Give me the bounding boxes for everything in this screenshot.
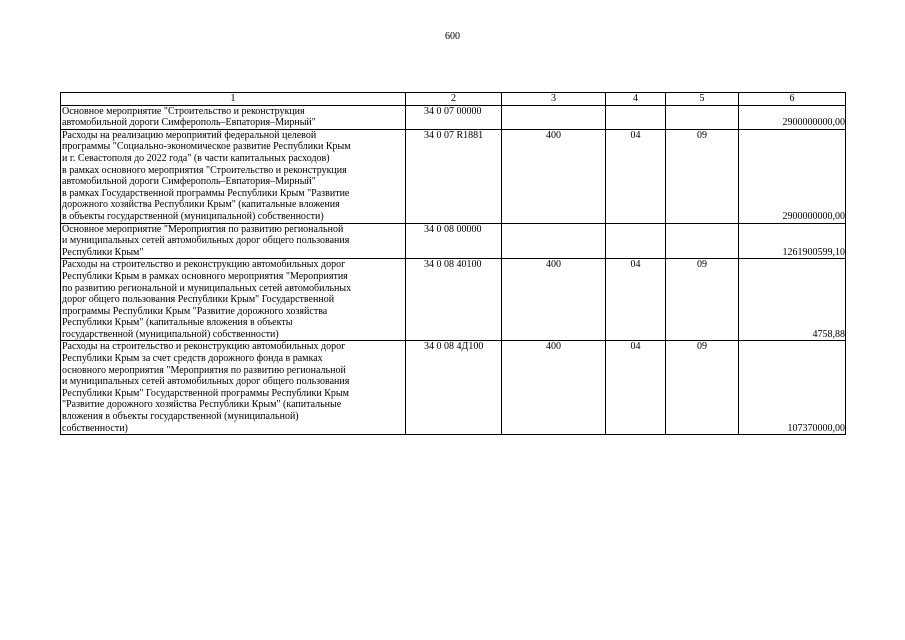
- description-line: основного мероприятия "Мероприятия по развитию региональной: [62, 364, 346, 376]
- row-expense-type: [502, 105, 606, 129]
- row-description: [61, 105, 406, 129]
- description-line: Республики Крым за счет средств дорожного фонда в рамках: [62, 353, 323, 365]
- row-amount: 2900000000,00: [739, 129, 846, 223]
- description-line: в объекты государственной (муниципальной) собственности): [62, 210, 324, 222]
- description-line: Расходы на строительство и реконструкцию автомобильных дорог: [62, 259, 346, 271]
- description-line: Основное мероприятие "Строительство и реконструкция: [62, 105, 305, 117]
- description-line: Республики Крым в рамках основного мероприятия "Мероприятия: [62, 270, 348, 282]
- header-cell-5: 5: [666, 93, 739, 106]
- row-description: [61, 341, 406, 435]
- description-line: Расходы на строительство и реконструкцию автомобильных дорог: [62, 341, 346, 353]
- table-header-row: [61, 93, 846, 106]
- description-line: Основное мероприятие "Мероприятия по развитию региональной: [62, 223, 344, 235]
- row-section: [606, 223, 666, 259]
- row-expense-type: 400: [502, 129, 606, 223]
- row-amount: 4758,88: [739, 259, 846, 341]
- row-expense-type: [502, 223, 606, 259]
- table-row: [61, 129, 846, 223]
- description-line: собственности): [62, 422, 128, 434]
- row-target-code: 34 0 08 40100: [406, 259, 502, 341]
- page-number: 600: [445, 31, 460, 42]
- row-amount: 1261900599,10: [739, 223, 846, 259]
- description-line: государственной (муниципальной) собственности): [62, 328, 279, 340]
- description-line: Расходы на реализацию мероприятий федеральной целевой: [62, 129, 317, 141]
- description-line: в рамках Государственной программы Республики Крым "Развитие: [62, 187, 350, 199]
- description-line: "Развитие дорожного хозяйства Республики Крым" (капитальные: [62, 399, 342, 411]
- budget-table: [60, 92, 846, 435]
- table-row: [61, 259, 846, 341]
- description-line: вложения в объекты государственной (муниципальной): [62, 411, 299, 423]
- header-cell-2: 2: [406, 93, 502, 106]
- description-line: Республики Крым" Государственной программы Республики Крым: [62, 387, 349, 399]
- description-line: программы Республики Крым "Развитие дорожного хозяйства: [62, 305, 328, 317]
- row-target-code: 34 0 07 00000: [406, 105, 502, 129]
- table-row: [61, 105, 846, 129]
- description-line: Республики Крым": [62, 246, 144, 258]
- row-description: [61, 129, 406, 223]
- row-expense-type: 400: [502, 259, 606, 341]
- row-section: 04: [606, 341, 666, 435]
- row-target-code: 34 0 08 4Д100: [406, 341, 502, 435]
- description-line: дорожного хозяйства Республики Крым" (капитальные вложения: [62, 199, 340, 211]
- table-row: [61, 223, 846, 259]
- description-line: и г. Севастополя до 2022 года" (в части капитальных расходов): [62, 152, 330, 164]
- header-cell-1: 1: [61, 93, 406, 106]
- description-line: Республики Крым" (капитальные вложения в объекты: [62, 317, 293, 329]
- row-subsection: [666, 223, 739, 259]
- description-line: в рамках основного мероприятия "Строительство и реконструкция: [62, 164, 347, 176]
- row-section: 04: [606, 129, 666, 223]
- header-cell-4: 4: [606, 93, 666, 106]
- row-section: 04: [606, 259, 666, 341]
- row-expense-type: 400: [502, 341, 606, 435]
- table-row: [61, 341, 846, 435]
- description-line: автомобильной дороги Симферополь–Евпатория–Мирный": [62, 117, 316, 129]
- description-line: и муниципальных сетей автомобильных дорог общего пользования: [62, 235, 350, 247]
- row-subsection: 09: [666, 341, 739, 435]
- row-amount: 2900000000,00: [739, 105, 846, 129]
- header-cell-3: 3: [502, 93, 606, 106]
- row-description: [61, 223, 406, 259]
- description-line: программы "Социально-экономическое развитие Республики Крым: [62, 141, 351, 153]
- header-cell-6: 6: [739, 93, 846, 106]
- row-subsection: 09: [666, 259, 739, 341]
- row-subsection: 09: [666, 129, 739, 223]
- row-amount: 107370000,00: [739, 341, 846, 435]
- description-line: дорог общего пользования Республики Крым" Государственной: [62, 294, 335, 306]
- row-subsection: [666, 105, 739, 129]
- row-target-code: 34 0 08 00000: [406, 223, 502, 259]
- description-line: автомобильной дороги Симферополь–Евпатория–Мирный": [62, 176, 316, 188]
- description-line: по развитию региональной и муниципальных сетей автомобильных: [62, 282, 352, 294]
- row-section: [606, 105, 666, 129]
- row-target-code: 34 0 07 R1881: [406, 129, 502, 223]
- description-line: и муниципальных сетей автомобильных дорог общего пользования: [62, 376, 350, 388]
- row-description: [61, 259, 406, 341]
